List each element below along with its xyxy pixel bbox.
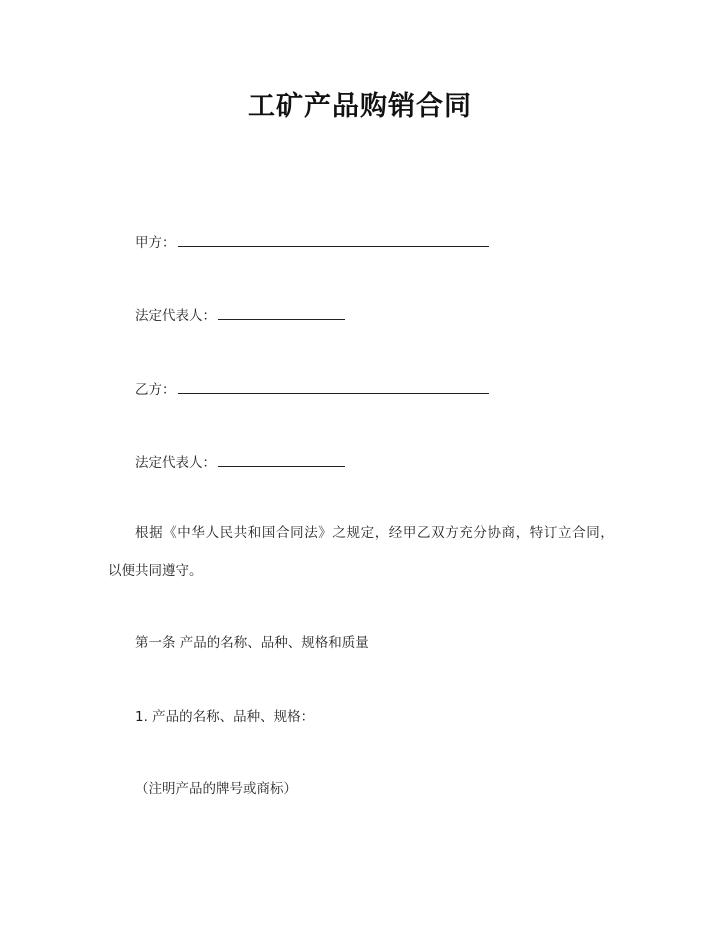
party-a-blank[interactable] (178, 232, 489, 247)
preamble-line-1: 根据《中华人民共和国合同法》之规定，经甲乙双方充分协商，特订立合同， (135, 525, 615, 541)
party-b-blank[interactable] (178, 379, 489, 394)
party-a-rep-blank[interactable] (218, 305, 345, 320)
party-b-rep-label: 法定代表人： (135, 455, 216, 471)
party-a-representative-field (135, 305, 345, 325)
party-a-rep-label: 法定代表人： (135, 308, 216, 324)
party-b-field (135, 379, 489, 399)
article-1-heading: 第一条 产品的名称、品种、规格和质量 (135, 635, 369, 651)
party-b-label: 乙方： (135, 382, 176, 398)
article-1-note: （注明产品的牌号或商标） (135, 781, 297, 797)
party-a-field (135, 232, 489, 252)
party-a-label: 甲方： (135, 235, 176, 251)
preamble-line-2: 以便共同遵守。 (108, 563, 203, 579)
article-1-item-1: 1. 产品的名称、品种、规格： (135, 709, 315, 725)
document-title: 工矿产品购销合同 (248, 91, 472, 122)
party-b-representative-field (135, 452, 345, 472)
party-b-rep-blank[interactable] (218, 452, 345, 467)
